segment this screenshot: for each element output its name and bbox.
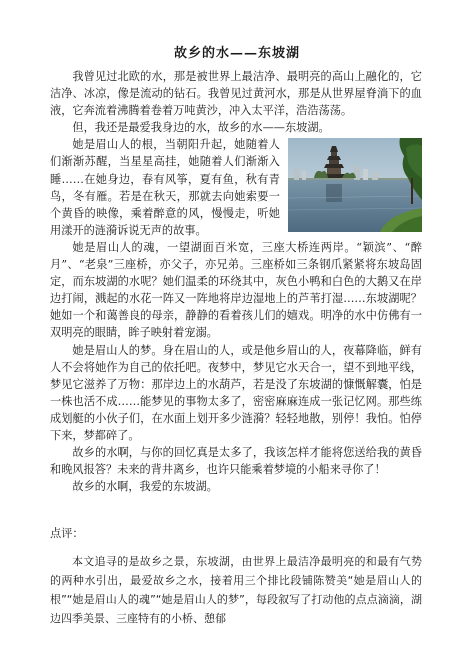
- essay-paragraph: 但，我还是最爱我身边的水，故乡的水——东坡湖。: [72, 121, 330, 135]
- essay-paragraph-text: 她是眉山人的根，当朝阳升起，她随着人们渐渐苏醒，当星星高挂，她随着人们渐渐入睡……在她身边，春有风筝，夏有鱼，秋有青鸟，冬有雁。若是在秋天，那就去向她索要一个黄昏的映像，乘着醉意的风，慢慢走，听她用漾开的涟漪诉说无声的故事。: [50, 138, 280, 237]
- essay-body: [50, 68, 422, 495]
- essay-paragraph: [50, 136, 422, 239]
- essay-paragraph: 她是眉山人的魂，一望湖面百米宽，三座大桥连两岸。“颖滨”、“醉月”、“老泉”三座桥，亦父子，亦兄弟。三座桥如三条钢爪紧紧将东坡岛固定，而东坡湖的水呢？她们温柔的环绕其中，灰色小鸭和白色的大鹅又在岸边打闹，溅起的水花一阵又一阵地将岸边湿地上的芦苇打湿……东坡湖呢？她如一个和蔼善良的母亲，静静的看着孩儿们的嬉戏。明净的水中仿佛有一双明亮的眼睛，眸子映射着宠溺。: [50, 240, 422, 340]
- page-title: 故乡的水——东坡湖: [173, 46, 300, 61]
- essay-paragraph: 我曾见过北欧的水，那是被世界上最洁净、最明亮的高山上融化的，它洁净、冰凉，像是流动的钻石。我曾见过黄河水，那是从世界屋脊淌下的血液，它奔流着沸腾着卷着万吨黄沙，冲入太平洋，浩浩荡荡。: [50, 70, 422, 118]
- comment-label: 点评：: [50, 527, 84, 540]
- essay-paragraph: 她是眉山人的梦。身在眉山的人，或是他乡眉山的人，夜幕降临，鲜有人不会将她作为自己的依托吧。夜梦中，梦见它水天合一，望不到地平线，梦见它滋养了万物：那岸边上的水葫芦，若是没了东坡湖的慷慨解囊，怕是一株也活不成……能梦见的事物太多了，密密麻麻连成一张记忆网。那些练成划艇的小伙子们，在水面上划开多少涟漪？轻轻地散，别停！我怕。怕停下来，梦都碎了。: [50, 343, 422, 442]
- essay-paragraph: 故乡的水啊，与你的回忆真是太多了，我该怎样才能将您送给我的黄昏和晚风报答？未来的背井离乡，也许只能乘着梦境的小船来寻你了！: [50, 446, 422, 477]
- essay-paragraph: 故乡的水啊，我爱的东坡湖。: [72, 480, 218, 494]
- lake-photo: [288, 138, 422, 232]
- comment-paragraph: 本文追寻的是故乡之景，东坡湖，由世界上最洁净最明亮的和最有气势的两种水引出，最爱故乡之水，接着用三个排比段铺陈赞美“她是眉山人的根”“她是眉山人的魂”“她是眉山人的梦”，每段叙写了打动他的点点滴滴，湖边四季美景、三座特有的小桥、憩郁: [50, 555, 422, 625]
- comment-body: [50, 552, 422, 628]
